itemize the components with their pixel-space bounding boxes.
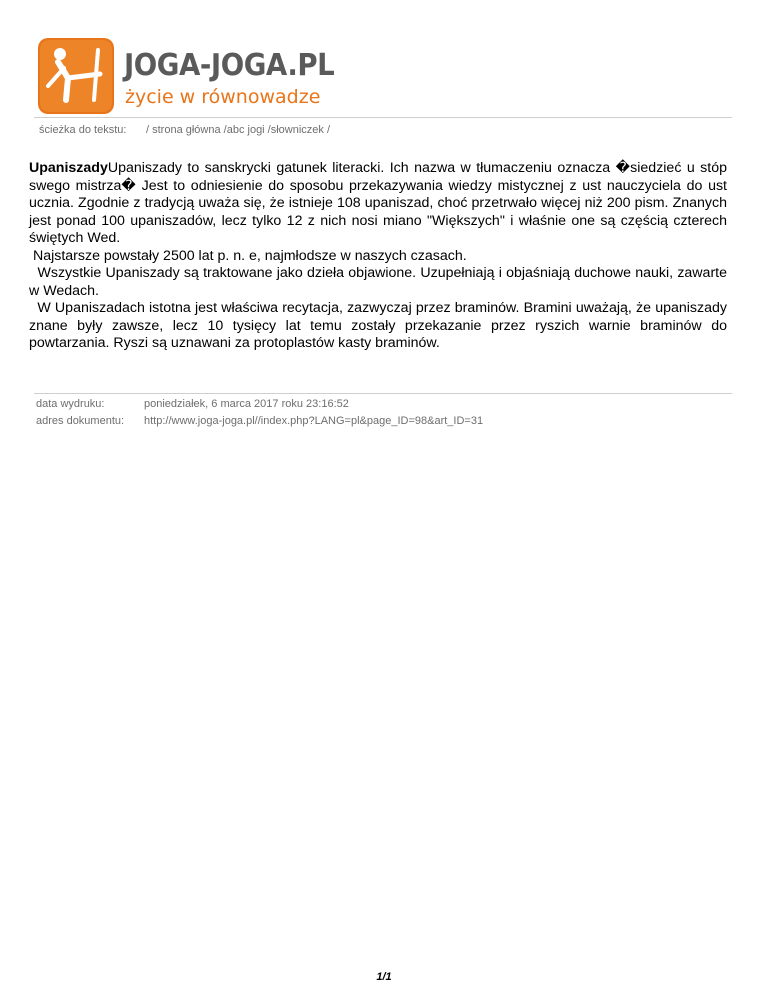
brand-name: JOGA-JOGA.PL [124,48,335,83]
article-paragraph: W Upaniszadach istotna jest właściwa recytacja, zazwyczaj przez braminów. Bramini uważają, że upaniszady znane były zawsze, lecz 10 tysięcy lat temu zostały przekazanie przez ryszich warnie braminów do powtarzania. Ryszi są uznawani za protoplastów kasty braminów. [29,300,731,351]
article-title: Upaniszady [29,160,108,176]
site-logo[interactable] [38,38,348,118]
document-address-link[interactable]: http://www.joga-joga.pl//index.php?LANG=pl&page_ID=98&art_ID=31 [144,415,484,427]
print-date-row [36,398,349,410]
article-paragraph: UpaniszadyUpaniszady to sanskrycki gatunek literacki. Ich nazwa w tłumaczeniu oznacza �siedzieć u stóp swego mistrza� Jest to odniesienie do sposobu przekazywania wiedzy mistycznej z ust nauczyciela do ust ucznia. Zgodnie z tradycją uważa się, że istnieje 108 upaniszad, choć przetrwało więcej niż 200 pism. Znanych jest ponad 100 upaniszadów, lecz tylko 12 z nich nosi miano "Większych" i właśnie one są częścią czterech świętych Wed. [29,160,727,246]
print-date-label: data wydruku: [36,398,105,410]
article-paragraph: Wszystkie Upaniszady są traktowane jako dzieła objawione. Uzupełniają i objaśniają duchowe nauki, zawarte w Wedach. [29,265,731,299]
yoga-pose-icon [38,38,114,114]
article-paragraph: Najstarsze powstały 2500 lat p. n. e, najmłodsze w naszych czasach. [29,247,467,264]
page-number: 1/1 [376,971,392,983]
breadcrumb-label: ścieżka do tekstu: [39,124,127,136]
brand-tagline: życie w równowadze [125,86,321,108]
article-body [29,160,731,353]
print-date: poniedziałek, 6 marca 2017 roku 23:16:52 [144,398,349,410]
header-divider [34,117,732,118]
document-address-row [36,415,483,427]
breadcrumb[interactable]: / strona główna /abc jogi /słowniczek / [146,124,331,136]
meta-divider [34,393,732,394]
document-address-label: adres dokumentu: [36,415,125,427]
